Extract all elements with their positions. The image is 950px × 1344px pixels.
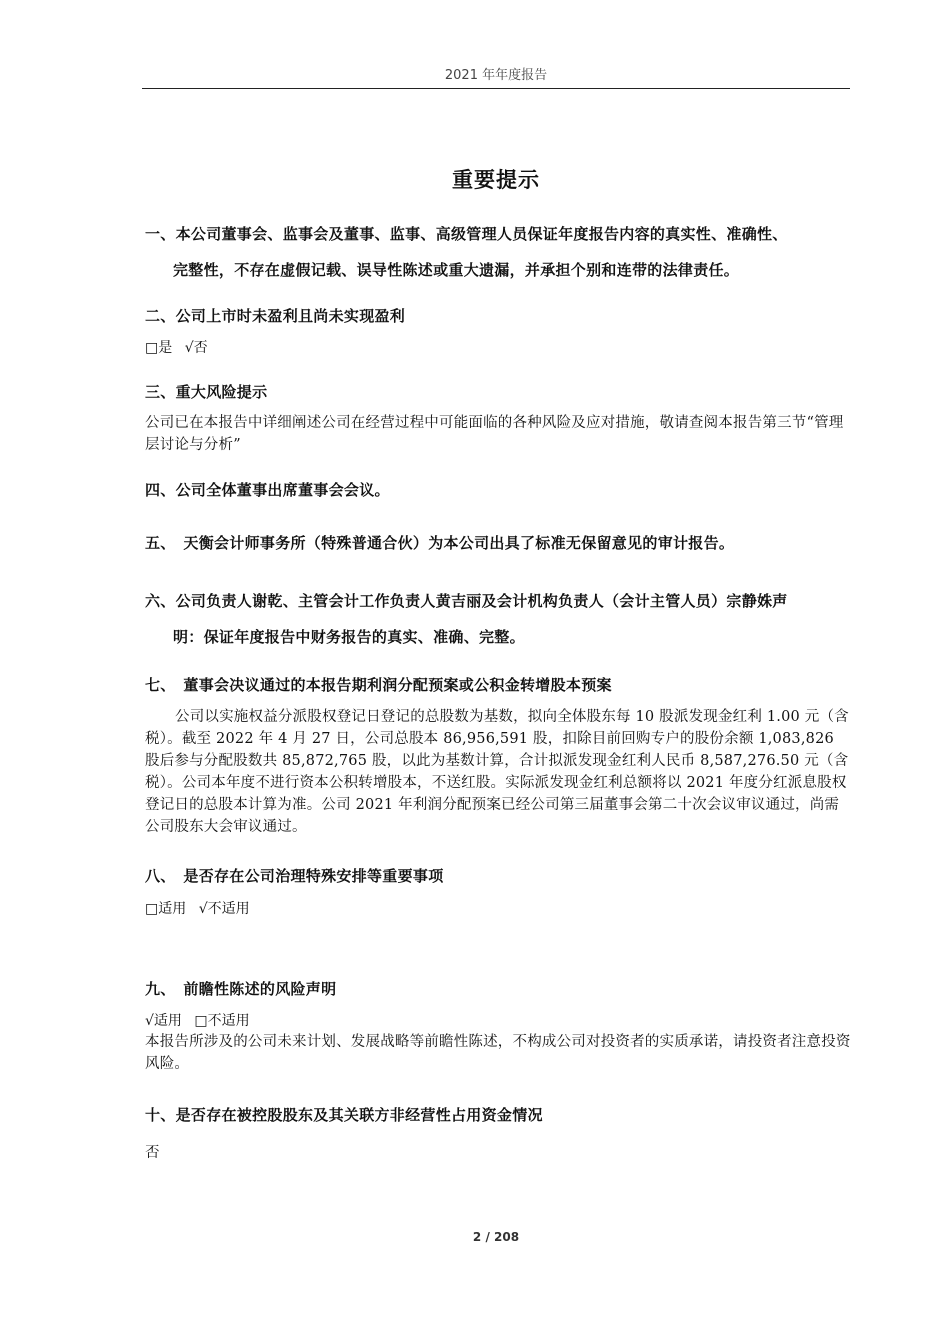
section-5-heading: 五、 天衡会计师事务所（特殊普通合伙）为本公司出具了标准无保留意见的审计报告。	[145, 534, 735, 552]
section-6	[145, 583, 851, 655]
option-applicable: □适用	[145, 901, 187, 917]
section-7-body: 公司以实施权益分派股权登记日登记的总股数为基数，拟向全体股东每 10 股派发现金红利 1.00 元（含税）。截至 2022 年 4 月 27 日，公司总股本 86,956,591 股，扣除目前回购专户的股份余额 1,083,826 股后参与分配股数共 85,872,765 股，以此为基数计算，合计拟派发现金红利人民币 8,587,276.50 元（含税）。公司本年度不进行资本公积转增股本，不送红股。实际派发现金红利总额将以 2021 年度分红派息股权登记日的总股本计算为准。公司 2021 年利润分配预案已经公司第三届董事会第二十次会议审议通过，尚需公司股东大会审议通过。	[145, 709, 849, 835]
option-applicable: √适用	[145, 1013, 182, 1029]
section-6-line-1: 六、公司负责人谢乾、主管会计工作负责人黄吉丽及会计机构负责人（会计主管人员）宗静姝声	[145, 592, 788, 610]
section-10-heading: 十、是否存在被控股股东及其关联方非经营性占用资金情况	[145, 1106, 543, 1124]
section-9-body: 本报告所涉及的公司未来计划、发展战略等前瞻性陈述，不构成公司对投资者的实质承诺，请投资者注意投资风险。	[145, 1034, 851, 1072]
section-8-options	[145, 898, 851, 920]
section-1-line-2: 完整性，不存在虚假记载、误导性陈述或重大遗漏，并承担个别和连带的法律责任。	[173, 261, 740, 279]
section-3-body: 公司已在本报告中详细阐述公司在经营过程中可能面临的各种风险及应对措施，敬请查阅本报告第三节“管理层讨论与分析”	[145, 415, 844, 453]
page-number: 2 / 208	[472, 1230, 520, 1244]
option-yes: □是	[145, 340, 173, 356]
section-2-options	[145, 337, 851, 359]
section-4-heading: 四、公司全体董事出席董事会会议。	[145, 481, 390, 499]
section-2-heading: 二、公司上市时未盈利且尚未实现盈利	[145, 307, 406, 325]
section-8-heading: 八、 是否存在公司治理特殊安排等重要事项	[145, 867, 444, 885]
running-header: 2021 年年度报告	[444, 68, 548, 83]
section-6-line-2: 明：保证年度报告中财务报告的真实、准确、完整。	[173, 628, 525, 646]
header-divider	[142, 88, 850, 89]
option-not-applicable: □不适用	[194, 1013, 250, 1029]
section-1	[145, 216, 851, 288]
option-not-applicable: √不适用	[198, 901, 250, 917]
section-9-heading: 九、 前瞻性陈述的风险声明	[145, 980, 337, 998]
section-7-heading: 七、 董事会决议通过的本报告期利润分配预案或公积金转增股本预案	[145, 676, 612, 694]
section-9-options	[145, 1010, 851, 1032]
page-title: 重要提示	[452, 168, 540, 192]
section-3-heading: 三、重大风险提示	[145, 383, 268, 401]
section-1-line-1: 一、本公司董事会、监事会及董事、监事、高级管理人员保证年度报告内容的真实性、准确性、	[145, 225, 788, 243]
section-10-body: 否	[145, 1145, 160, 1161]
option-no: √否	[184, 340, 208, 356]
